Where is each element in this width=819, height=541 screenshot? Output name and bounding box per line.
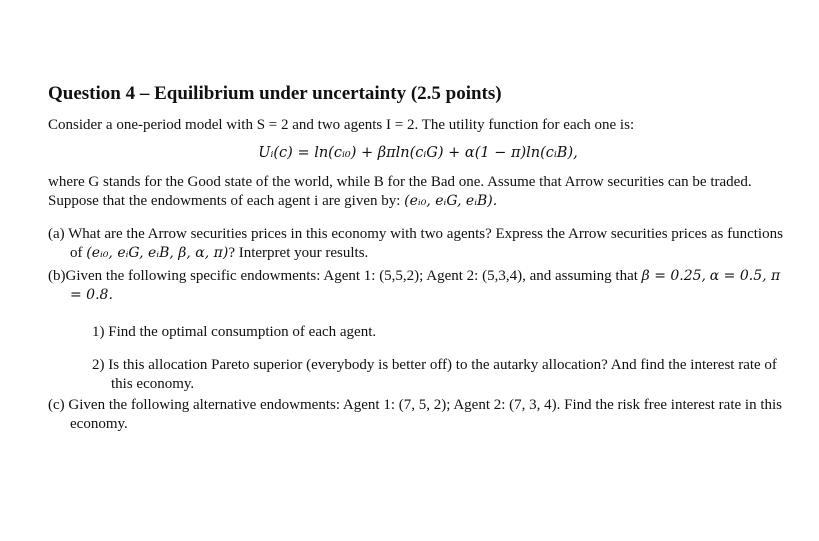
part-b-sub-2	[70, 356, 788, 394]
sub-2-label: 2)	[92, 357, 105, 373]
part-b-text: Given the following specific endowments: Agent 1: (5,5,2); Agent 2: (5,3,4), and assuming that	[65, 268, 638, 284]
part-c-text: Given the following alternative endowments: Agent 1: (7, 5, 2); Agent 2: (7, 3, 4). Find the risk free interest rate in this economy.	[68, 397, 783, 432]
endowment-tuple: (eᵢ₀, eᵢG, eᵢB).	[404, 193, 498, 209]
part-a-text-after: ? Interpret your results.	[228, 245, 369, 261]
sub-1-text: Find the optimal consumption of each agent.	[108, 324, 377, 340]
part-b-math-rest: α = 0.5, π = 0.8.	[70, 268, 781, 303]
part-a	[48, 225, 788, 263]
where-text: where G stands for the Good state of the world, while B for the Bad one. Assume that Arrow securities can be traded. Suppose that the endowments of each agent i are given by:	[48, 174, 752, 209]
question-title: Question 4 – Equilibrium under uncertainty (2.5 points)	[48, 83, 502, 104]
part-a-math: (eᵢ₀, eᵢG, eᵢB, β, α, π)	[86, 245, 229, 261]
part-a-label: (a)	[48, 226, 65, 242]
question-document	[48, 82, 788, 434]
utility-equation: Uᵢ(c) = ln(cᵢ₀) + βπln(cᵢG) + α(1 − π)ln(cᵢB),	[258, 145, 578, 161]
part-a-text: What are the Arrow securities prices in this economy with two agents? Express the Arrow securities prices as functions of	[68, 226, 783, 261]
part-c	[48, 396, 788, 434]
part-b-label: (b)	[48, 268, 66, 284]
where-paragraph	[48, 173, 788, 211]
part-b	[48, 267, 788, 305]
part-c-label: (c)	[48, 397, 65, 413]
sub-2-text: Is this allocation Pareto superior (everybody is better off) to the autarky allocation? And find the interest rate of this economy.	[108, 357, 777, 392]
part-b-math-beta: β = 0.25,	[641, 268, 707, 284]
sub-1-label: 1)	[92, 324, 105, 340]
intro-paragraph: Consider a one-period model with S = 2 and two agents I = 2. The utility function for each one is:	[48, 117, 635, 133]
part-b-sub-1	[70, 323, 788, 342]
